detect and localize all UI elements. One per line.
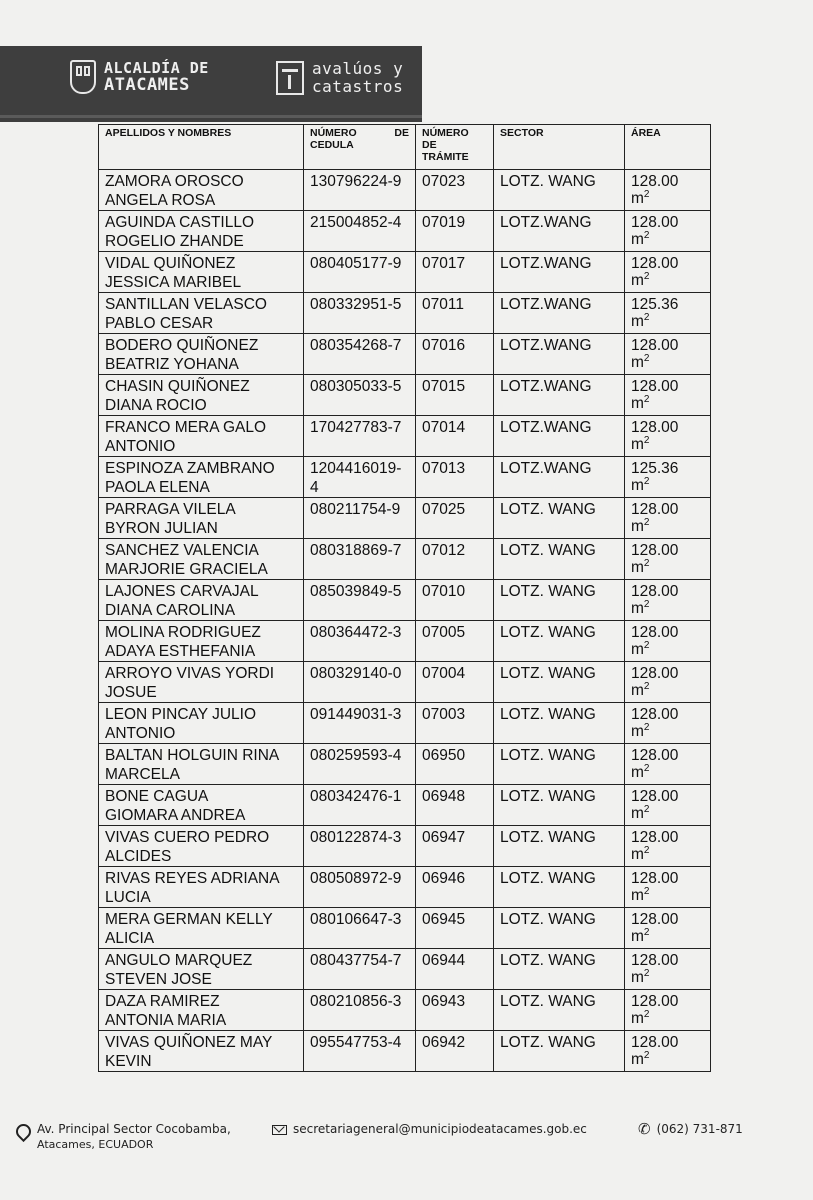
cell-area: 128.00 $m^2$ [625,621,711,662]
cell-sector: LOTZ. WANG [494,744,625,785]
shield-icon [70,60,96,94]
cell-tramite: 07019 [416,211,494,252]
table-row [99,785,711,826]
cell-nombre: SANCHEZ VALENCIA MARJORIE GRACIELA [99,539,304,580]
cell-cedula: 170427783-7 [304,416,416,457]
header-stripe [0,115,422,118]
cell-tramite: 07025 [416,498,494,539]
table-row [99,293,711,334]
cell-sector: LOTZ. WANG [494,908,625,949]
cell-area: 128.00 $m^2$ [625,662,711,703]
cell-nombre: BONE CAGUA GIOMARA ANDREA [99,785,304,826]
table-row [99,252,711,293]
cell-area: 128.00 $m^2$ [625,375,711,416]
table-row [99,990,711,1031]
cell-cedula: 080437754-7 [304,949,416,990]
table-row [99,580,711,621]
property-table [98,124,711,1072]
table-row [99,949,711,990]
cell-nombre: FRANCO MERA GALO ANTONIO [99,416,304,457]
cell-tramite: 07017 [416,252,494,293]
cell-cedula: 080210856-3 [304,990,416,1031]
cell-tramite: 07015 [416,375,494,416]
footer [0,1122,813,1172]
cell-tramite: 06950 [416,744,494,785]
cell-sector: LOTZ. WANG [494,949,625,990]
cell-cedula: 215004852-4 [304,211,416,252]
table-row [99,908,711,949]
cell-nombre: RIVAS REYES ADRIANA LUCIA [99,867,304,908]
cell-cedula: 080318869-7 [304,539,416,580]
cell-nombre: ANGULO MARQUEZ STEVEN JOSE [99,949,304,990]
alcaldia-logo-line2: ATACAMES [104,75,190,95]
cell-cedula: 091449031-3 [304,703,416,744]
address-line2: Atacames, ECUADOR [37,1138,154,1151]
table-row [99,1031,711,1072]
cell-sector: LOTZ. WANG [494,867,625,908]
footer-phone [638,1122,743,1137]
cell-sector: LOTZ. WANG [494,785,625,826]
cell-tramite: 06945 [416,908,494,949]
cell-nombre: ESPINOZA ZAMBRANO PAOLA ELENA [99,457,304,498]
cell-cedula: 080329140-0 [304,662,416,703]
table-row [99,334,711,375]
alcaldia-logo [70,60,209,94]
cell-tramite: 07004 [416,662,494,703]
table-row [99,457,711,498]
cell-sector: LOTZ.WANG [494,457,625,498]
cell-cedula: 080106647-3 [304,908,416,949]
cell-cedula: 080508972-9 [304,867,416,908]
cell-cedula: 1204416019- 4 [304,457,416,498]
cell-nombre: ZAMORA OROSCO ANGELA ROSA [99,170,304,211]
cell-tramite: 07016 [416,334,494,375]
cell-tramite: 06946 [416,867,494,908]
cell-area: 128.00 $m^2$ [625,334,711,375]
cell-nombre: VIDAL QUIÑONEZ JESSICA MARIBEL [99,252,304,293]
cell-tramite: 06944 [416,949,494,990]
cell-sector: LOTZ.WANG [494,211,625,252]
table-row [99,744,711,785]
cell-tramite: 06947 [416,826,494,867]
cell-nombre: BODERO QUIÑONEZ BEATRIZ YOHANA [99,334,304,375]
cell-cedula: 085039849-5 [304,580,416,621]
cell-tramite: 07014 [416,416,494,457]
cell-area: 128.00 $m^2$ [625,990,711,1031]
table-row [99,703,711,744]
header-cedula: NÚMERO DE CEDULA [304,125,416,170]
table-header-row [99,125,711,170]
cell-tramite: 07013 [416,457,494,498]
cell-area: 128.00 $m^2$ [625,1031,711,1072]
cell-nombre: MERA GERMAN KELLY ALICIA [99,908,304,949]
cell-cedula: 080405177-9 [304,252,416,293]
header-area: ÁREA [625,125,711,170]
cell-area: 128.00 $m^2$ [625,703,711,744]
cadastre-icon [276,61,304,95]
cell-tramite: 07010 [416,580,494,621]
cell-sector: LOTZ.WANG [494,416,625,457]
cell-tramite: 07003 [416,703,494,744]
table-row [99,826,711,867]
cell-area: 128.00 $m^2$ [625,826,711,867]
cell-nombre: MOLINA RODRIGUEZ ADAYA ESTHEFANIA [99,621,304,662]
cell-cedula: 080211754-9 [304,498,416,539]
phone-icon: ✆ [638,1120,651,1138]
cell-sector: LOTZ. WANG [494,621,625,662]
cell-area: 128.00 $m^2$ [625,211,711,252]
cell-sector: LOTZ. WANG [494,170,625,211]
cell-area: 125.36 $m^2$ [625,293,711,334]
cell-nombre: LEON PINCAY JULIO ANTONIO [99,703,304,744]
cell-area: 128.00 $m^2$ [625,949,711,990]
table-row [99,867,711,908]
header-sector: SECTOR [494,125,625,170]
cell-nombre: ARROYO VIVAS YORDI JOSUE [99,662,304,703]
cell-cedula: 080342476-1 [304,785,416,826]
cell-area: 128.00 $m^2$ [625,580,711,621]
cell-cedula: 130796224-9 [304,170,416,211]
cell-area: 128.00 $m^2$ [625,498,711,539]
table-row [99,539,711,580]
cell-area: 128.00 $m^2$ [625,416,711,457]
email-text[interactable]: secretariageneral@municipiodeatacames.gob.ec [293,1122,587,1136]
cell-sector: LOTZ. WANG [494,498,625,539]
cell-nombre: PARRAGA VILELA BYRON JULIAN [99,498,304,539]
cell-tramite: 07012 [416,539,494,580]
cell-cedula: 080122874-3 [304,826,416,867]
cell-sector: LOTZ.WANG [494,375,625,416]
cell-nombre: LAJONES CARVAJAL DIANA CAROLINA [99,580,304,621]
cell-cedula: 080364472-3 [304,621,416,662]
cell-nombre: DAZA RAMIREZ ANTONIA MARIA [99,990,304,1031]
cell-sector: LOTZ. WANG [494,1031,625,1072]
cell-area: 128.00 $m^2$ [625,867,711,908]
table-row [99,375,711,416]
phone-text[interactable]: (062) 731-871 [656,1122,743,1136]
avaluos-logo-line2: catastros [312,77,404,96]
cell-area: 128.00 $m^2$ [625,908,711,949]
cell-tramite: 07023 [416,170,494,211]
cell-cedula: 080259593-4 [304,744,416,785]
cell-nombre: VIVAS CUERO PEDRO ALCIDES [99,826,304,867]
header-nombres: APELLIDOS Y NOMBRES [99,125,304,170]
cell-nombre: CHASIN QUIÑONEZ DIANA ROCIO [99,375,304,416]
cell-area: 125.36 $m^2$ [625,457,711,498]
cell-cedula: 080354268-7 [304,334,416,375]
table-row [99,170,711,211]
avaluos-logo [276,60,403,96]
cell-sector: LOTZ. WANG [494,539,625,580]
cell-area: 128.00 $m^2$ [625,785,711,826]
location-pin-icon [13,1121,34,1142]
cell-area: 128.00 $m^2$ [625,744,711,785]
cell-nombre: SANTILLAN VELASCO PABLO CESAR [99,293,304,334]
header-tramite: NÚMERO DE TRÁMITE [416,125,494,170]
cell-cedula: 080305033-5 [304,375,416,416]
footer-address [16,1122,231,1152]
alcaldia-logo-line1: ALCALDÍA DE [104,59,209,77]
table-row [99,211,711,252]
cell-tramite: 06948 [416,785,494,826]
cell-area: 128.00 $m^2$ [625,539,711,580]
cell-area: 128.00 $m^2$ [625,252,711,293]
table-row [99,621,711,662]
cell-tramite: 07005 [416,621,494,662]
cell-nombre: VIVAS QUIÑONEZ MAY KEVIN [99,1031,304,1072]
cell-area: 128.00 $m^2$ [625,170,711,211]
cell-sector: LOTZ. WANG [494,703,625,744]
address-line1: Av. Principal Sector Cocobamba, [37,1122,231,1136]
cell-sector: LOTZ. WANG [494,580,625,621]
cell-sector: LOTZ. WANG [494,990,625,1031]
footer-email [272,1122,587,1137]
cell-tramite: 06943 [416,990,494,1031]
cell-sector: LOTZ.WANG [494,293,625,334]
cell-sector: LOTZ. WANG [494,826,625,867]
cell-tramite: 06942 [416,1031,494,1072]
cell-sector: LOTZ.WANG [494,334,625,375]
cell-nombre: BALTAN HOLGUIN RINA MARCELA [99,744,304,785]
avaluos-logo-line1: avalúos y [312,59,404,78]
table-row [99,416,711,457]
cell-cedula: 080332951-5 [304,293,416,334]
cell-cedula: 095547753-4 [304,1031,416,1072]
cell-tramite: 07011 [416,293,494,334]
table-row [99,662,711,703]
cell-sector: LOTZ.WANG [494,252,625,293]
header-banner [0,46,422,122]
cell-nombre: AGUINDA CASTILLO ROGELIO ZHANDE [99,211,304,252]
envelope-icon [272,1125,287,1135]
table-row [99,498,711,539]
cell-sector: LOTZ. WANG [494,662,625,703]
